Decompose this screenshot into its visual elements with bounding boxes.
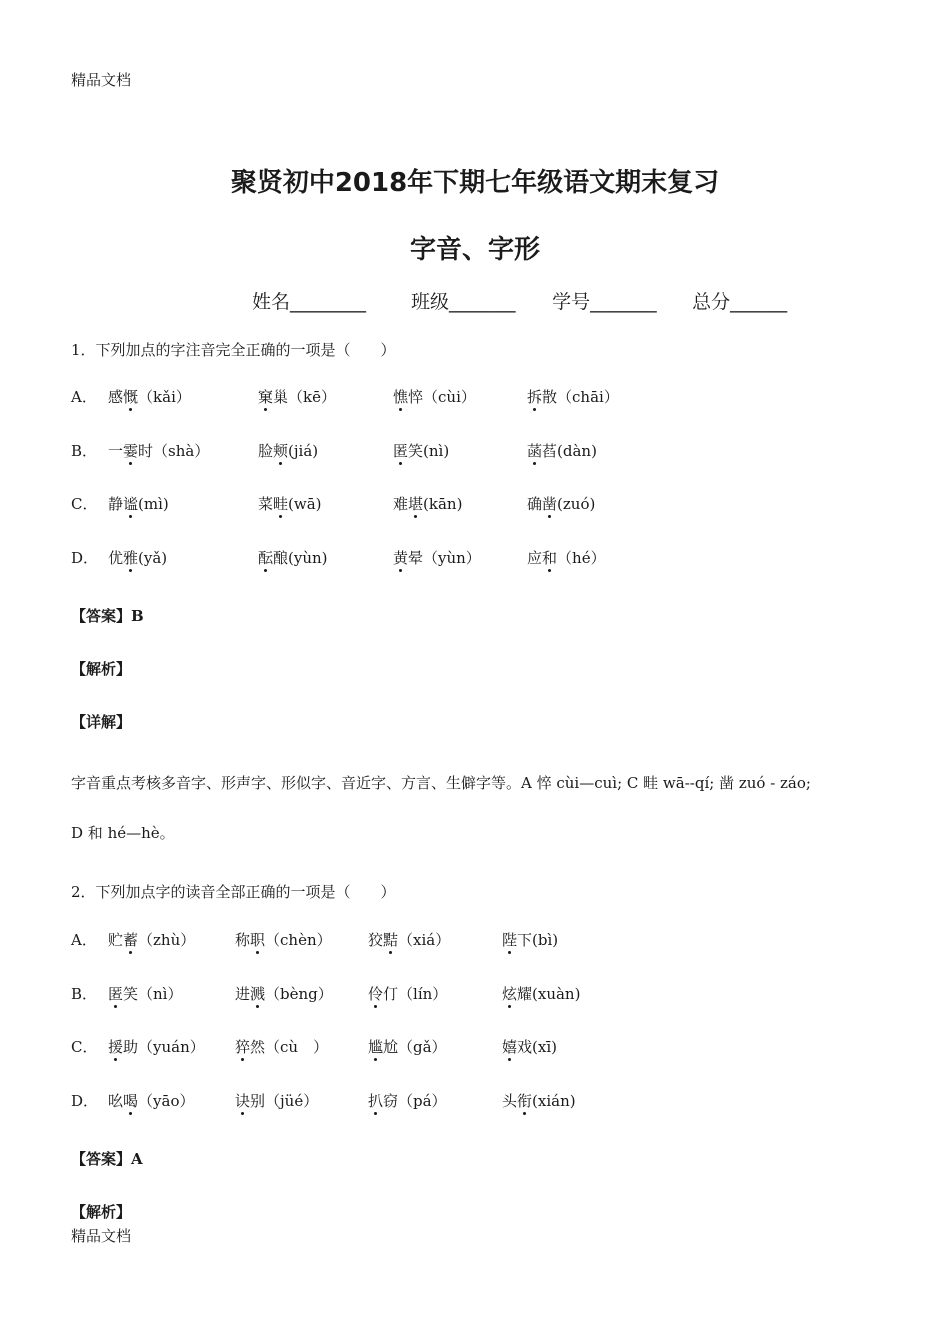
dotted-character: 猝 <box>235 1038 251 1056</box>
option-word: 陛下(bì) <box>502 931 559 949</box>
option-word: 难堪(kān) <box>393 495 463 513</box>
class-field-label: 班级_______ <box>411 291 516 313</box>
page-footer: 精品文档 <box>71 1227 132 1245</box>
dotted-character: 诀 <box>235 1092 251 1110</box>
option-label: D． <box>71 549 99 567</box>
dotted-character: 溅 <box>250 985 266 1003</box>
option-word: 匿笑(nì) <box>393 442 450 460</box>
option-word: 狡黠（xiá） <box>368 931 451 949</box>
option-word: 贮蓄（zhù） <box>108 931 196 949</box>
dotted-character: 援 <box>108 1038 124 1056</box>
dotted-character: 颊 <box>273 442 289 460</box>
option-word: 黄晕（yùn） <box>393 549 481 567</box>
option-word: 脸颊(jiá) <box>258 442 319 460</box>
dotted-character: 霎 <box>123 442 139 460</box>
dotted-character: 凿 <box>542 495 558 513</box>
question-1-analysis-heading: 【解析】 <box>71 660 132 678</box>
page-subtitle: 字音、字形 <box>409 235 540 265</box>
option-word: 匿笑（nì） <box>108 985 183 1003</box>
option-word: 伶仃（lín） <box>368 985 448 1003</box>
dotted-character: 陛 <box>502 931 518 949</box>
option-word: 嬉戏(xī) <box>502 1038 557 1056</box>
question-1-detail-heading: 【详解】 <box>71 713 132 731</box>
dotted-character: 嬉 <box>502 1038 518 1056</box>
option-word: 炫耀(xuàn) <box>502 985 581 1003</box>
dotted-character: 窠 <box>258 388 274 406</box>
dotted-character: 黠 <box>383 931 399 949</box>
dotted-character: 拆 <box>527 388 543 406</box>
option-word: 一霎时（shà） <box>108 442 210 460</box>
option-word: 菜畦(wā) <box>258 495 322 513</box>
dotted-character: 畦 <box>273 495 289 513</box>
option-word: 静谧(mì) <box>108 495 169 513</box>
dotted-character: 和 <box>542 549 558 567</box>
dotted-character: 雅 <box>123 549 139 567</box>
question-2-stem: 2．下列加点字的读音全部正确的一项是（ ） <box>71 883 396 901</box>
page-header: 精品文档 <box>71 71 132 89</box>
question-1-answer: 【答案】B <box>71 607 144 625</box>
dotted-character: 匿 <box>393 442 409 460</box>
name-field-label: 姓名________ <box>252 291 367 313</box>
option-word: 进溅（bèng） <box>235 985 333 1003</box>
option-word: 酝酿(yùn) <box>258 549 328 567</box>
option-word: 菡萏(dàn) <box>527 442 597 460</box>
option-label: B． <box>71 442 98 460</box>
dotted-character: 喝 <box>123 1092 139 1110</box>
dotted-character: 菡 <box>527 442 543 460</box>
score-field-label: 总分______ <box>692 291 788 313</box>
option-word: 诀别（jüé） <box>235 1092 319 1110</box>
option-label: D． <box>71 1092 99 1110</box>
option-word: 猝然（cù ） <box>235 1038 329 1056</box>
dotted-character: 炫 <box>502 985 518 1003</box>
dotted-character: 匿 <box>108 985 124 1003</box>
page-title: 聚贤初中2018年下期七年级语文期末复习 <box>230 168 720 198</box>
dotted-character: 伶 <box>368 985 384 1003</box>
option-label: A． <box>71 388 97 406</box>
question-2-analysis-heading: 【解析】 <box>71 1203 132 1221</box>
option-word: 确凿(zuó) <box>527 495 596 513</box>
option-label: A． <box>71 931 97 949</box>
dotted-character: 扒 <box>368 1092 384 1110</box>
dotted-character: 谧 <box>123 495 139 513</box>
dotted-character: 黄 <box>393 549 409 567</box>
option-word: 尴尬（gǎ） <box>368 1038 447 1056</box>
option-label: C． <box>71 495 98 513</box>
option-word: 吆喝（yāo） <box>108 1092 195 1110</box>
dotted-character: 职 <box>250 931 266 949</box>
question-2-answer: 【答案】A <box>71 1150 143 1168</box>
option-word: 憔悴（cùi） <box>393 388 476 406</box>
dotted-character: 慨 <box>123 388 139 406</box>
option-word: 优雅(yǎ) <box>108 549 168 567</box>
question-1-explanation-line-1: 字音重点考核多音字、形声字、形似字、音近字、方言、生僻字等。A 悴 cùi—cuì; C 畦 wā--qí; 凿 zuó - záo; <box>71 774 811 792</box>
option-word: 感慨（kǎi） <box>108 388 191 406</box>
option-word: 拆散（chāi） <box>527 388 619 406</box>
option-word: 窠巢（kē） <box>258 388 336 406</box>
dotted-character: 酝 <box>258 549 274 567</box>
option-word: 援助（yuán） <box>108 1038 205 1056</box>
option-word: 头衔(xián) <box>502 1092 576 1110</box>
dotted-character: 蓄 <box>123 931 139 949</box>
option-word: 扒窃（pá） <box>368 1092 447 1110</box>
question-1-stem: 1．下列加点的字注音完全正确的一项是（ ） <box>71 341 396 359</box>
option-word: 应和（hé） <box>527 549 606 567</box>
dotted-character: 憔 <box>393 388 409 406</box>
student-info-row <box>252 287 787 314</box>
dotted-character: 衔 <box>517 1092 533 1110</box>
option-word: 称职（chèn） <box>235 931 332 949</box>
dotted-character: 尴 <box>368 1038 384 1056</box>
number-field-label: 学号_______ <box>552 291 657 313</box>
option-label: C． <box>71 1038 98 1056</box>
question-1-explanation-line-2: D 和 hé—hè。 <box>71 824 175 842</box>
option-label: B． <box>71 985 98 1003</box>
dotted-character: 堪 <box>408 495 424 513</box>
